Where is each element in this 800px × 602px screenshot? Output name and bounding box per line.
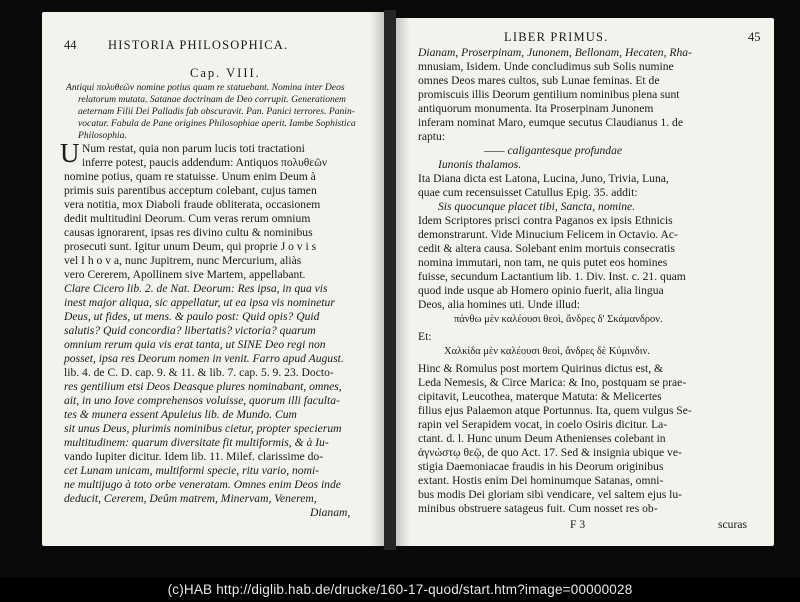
- text-line: Idem Scriptores prisci contra Paganos ex ipsis Ethnicis: [418, 214, 673, 227]
- text-line: ait, in uno Iove comprehensos voluisse, quorum illi faculta-: [64, 394, 340, 407]
- summary-line: Philosophia.: [78, 130, 127, 141]
- verse-line: —— caligantesque profundae: [484, 144, 623, 157]
- text-line: sit unus Deus, plurimis nominibus cietur, propter specierum: [64, 422, 342, 435]
- right-page: [396, 18, 774, 546]
- text-line: ἀγνώστῳ θεῷ, de quo Act. 17. Sed & insignia ubique ve-: [418, 446, 682, 459]
- text-line: Et:: [418, 330, 432, 343]
- text-line: quae cum recensuisset Catullus Epig. 35. addit:: [418, 186, 638, 199]
- text-line: bus modis Dei gloriam sibi vendicare, vel saltem ejus lu-: [418, 488, 683, 501]
- text-line: minibus obstruere satageus fuit. Cum nosset res ob-: [418, 502, 658, 515]
- left-page: [42, 12, 384, 546]
- text-line: stigia Daemoniacae fraudis in his Deorum originibus: [418, 460, 664, 473]
- text-line: ctant. d. l. Hunc unum Deum Athenienses colebant in: [418, 432, 666, 445]
- catchword: Dianam,: [310, 506, 351, 519]
- text-line: inferre potest, paucis addendum: Antiquos πολυθεῶν: [82, 156, 328, 169]
- greek-verse: πάνθω μὲν καλέουσι θεοὶ, ἄνδρες δ' Σκάμανδρον.: [454, 314, 663, 325]
- text-line: dedit multitudini Deorum. Cum veras rerum omnium: [64, 212, 311, 225]
- text-line: Deus, ut fides, ut mens. & paulo post: Quid opis? Quid: [64, 310, 320, 323]
- text-line: deducit, Cererem, Deûm matrem, Minervam, Venerem,: [64, 492, 317, 505]
- left-page-shadow: [370, 12, 384, 546]
- text-line: primis suis parentibus acceptum colebant, cujus tamen: [64, 184, 317, 197]
- verse-line: Iunonis thalamos.: [438, 158, 522, 171]
- text-line: mnusiam, Isidem. Unde concludimus sub Solis numine: [418, 60, 674, 73]
- text-line: extant. Hostis enim Dei hominumque Satanas, omni-: [418, 474, 664, 487]
- signature-mark: F 3: [570, 518, 586, 531]
- summary-line: relatorum mutata. Satanae doctrinam de Deo corrupit. Generationem: [78, 94, 346, 105]
- text-line: causas ignorarent, ipsas res divino cultu & nominibus: [64, 226, 313, 239]
- text-line: multitudinem: quarum diversitate fit multiformis, & à Iu-: [64, 436, 329, 449]
- text-line: Num restat, quia non parum lucis toti tractationi: [82, 142, 305, 155]
- text-line: tes & munera essent Apuleius lib. de Mundo. Cum: [64, 408, 297, 421]
- summary-line: vocatur. Fabula de Pane origines Philosophiae aperit. Iambe Sophistica: [78, 118, 356, 129]
- text-line: salutis? Quid concordia? libertatis? victoria? quarum: [64, 324, 316, 337]
- verse-line: Sis quocunque placet tibi, Sancta, nomine.: [438, 200, 636, 213]
- text-line: fuisse, secundum Lactantium lib. 1. Div. Inst. c. 21. quam: [418, 270, 686, 283]
- right-running-head: LIBER PRIMUS.: [504, 30, 609, 44]
- text-line: inferam nominat Maro, eumque secutus Claudianus 1. de: [418, 116, 683, 129]
- text-line: vero Cererem, Apollinem sive Martem, appellabant.: [64, 268, 306, 281]
- text-line: vando Iupiter dicitur. Idem lib. 11. Milef. clarissime do-: [64, 450, 324, 463]
- text-line: vera notitia, mox Diaboli fraude obliterata, occasionem: [64, 198, 321, 211]
- text-line: inest major aliqua, sic appellatur, ut ea ipsa vis nominetur: [64, 296, 335, 309]
- text-line: Leda Nemesis, & Circe Marica: & Ino, postquam se prae-: [418, 376, 687, 389]
- text-line: filius ejus Palaemon atque Portunnus. Ita, quem vulgus Se-: [418, 404, 692, 417]
- left-folio: 44: [64, 38, 77, 52]
- credit-bar: [0, 578, 800, 602]
- summary-line: Antiqui πολυθεῶν nomine potius quam re statuebant. Nomina inter Deos: [66, 82, 345, 93]
- text-line: ne multijugo à toto orbe veneratam. Omnes enim Deos inde: [64, 478, 341, 491]
- text-line: cipitavit, Leucothea, materque Matuta: & Melicertes: [418, 390, 662, 403]
- text-line: Deos, alia homines uti. Unde illud:: [418, 298, 580, 311]
- right-page-shadow: [396, 18, 410, 546]
- text-line: res gentilium etsi Deos Deasque plures nominabant, omnes,: [64, 380, 342, 393]
- greek-verse: Χαλκίδα μὲν καλέουσι θεοὶ, ἄνδρες δὲ Κύμινδιν.: [444, 346, 650, 357]
- text-line: Hinc & Romulus post mortem Quirinus dictus est, &: [418, 362, 664, 375]
- text-line: quod inde usque ab Homero opinio fuerit, alia lingua: [418, 284, 664, 297]
- text-line: Dianam, Proserpinam, Junonem, Bellonam, Hecaten, Rha-: [418, 46, 692, 59]
- left-running-head: HISTORIA PHILOSOPHICA.: [108, 38, 289, 52]
- text-line: cet Lunam unicam, multiformi specie, ritu vario, nomi-: [64, 464, 320, 477]
- text-line: nomina immutari, non tam, ne quis putet eos homines: [418, 256, 668, 269]
- text-line: Ita Diana dicta est Latona, Lucina, Juno, Trivia, Luna,: [418, 172, 669, 185]
- text-line: omnium rerum quia vis erat tanta, ut SINE Deo regi non: [64, 338, 326, 351]
- summary-line: aeternam Filii Dei Palladis fab obscuravit. Pan. Panici terrores. Panin-: [78, 106, 355, 117]
- chapter-title: Cap. VIII.: [190, 66, 261, 80]
- right-folio: 45: [748, 30, 761, 44]
- text-line: prosecuti sunt. Igitur unum Deum, qui proprie J o v i s: [64, 240, 317, 253]
- text-line: rapin vel Serapidem vocat, in coelo Osiris dicitur. La-: [418, 418, 668, 431]
- credit-text: (c)HAB http://diglib.hab.de/drucke/160-17-quod/start.htm?image=00000028: [167, 582, 633, 597]
- text-line: promiscuis illis Deorum gentilium nominibus plena sunt: [418, 88, 680, 101]
- text-line: raptu:: [418, 130, 446, 143]
- text-line: posset, ipsa res Deorum nomen in venit. Farro apud August.: [64, 352, 344, 365]
- book-gutter: [384, 10, 396, 550]
- catchword: scuras: [718, 518, 747, 531]
- text-line: omnes Deos mares cultos, sub Lunae feminas. Et de: [418, 74, 660, 87]
- text-line: cedit & altera causa. Solebant enim mortuis consecratis: [418, 242, 675, 255]
- text-line: demonstrarunt. Vide Minucium Felicem in Octavio. Ac-: [418, 228, 678, 241]
- text-line: Clare Cicero lib. 2. de Nat. Deorum: Res ipsa, in qua vis: [64, 282, 328, 295]
- drop-cap: U: [60, 138, 80, 168]
- text-line: nomine potius, quam re statuisse. Unum enim Deum à: [64, 170, 316, 183]
- text-line: vel I h o v a, nunc Jupitrem, nunc Mercurium, aliàs: [64, 254, 302, 267]
- text-line: lib. 4. de C. D. cap. 9. & 11. & lib. 7. cap. 5. 9. 23. Docto-: [64, 366, 334, 379]
- text-line: antiquorum monumenta. Ita Proserpinam Junonem: [418, 102, 654, 115]
